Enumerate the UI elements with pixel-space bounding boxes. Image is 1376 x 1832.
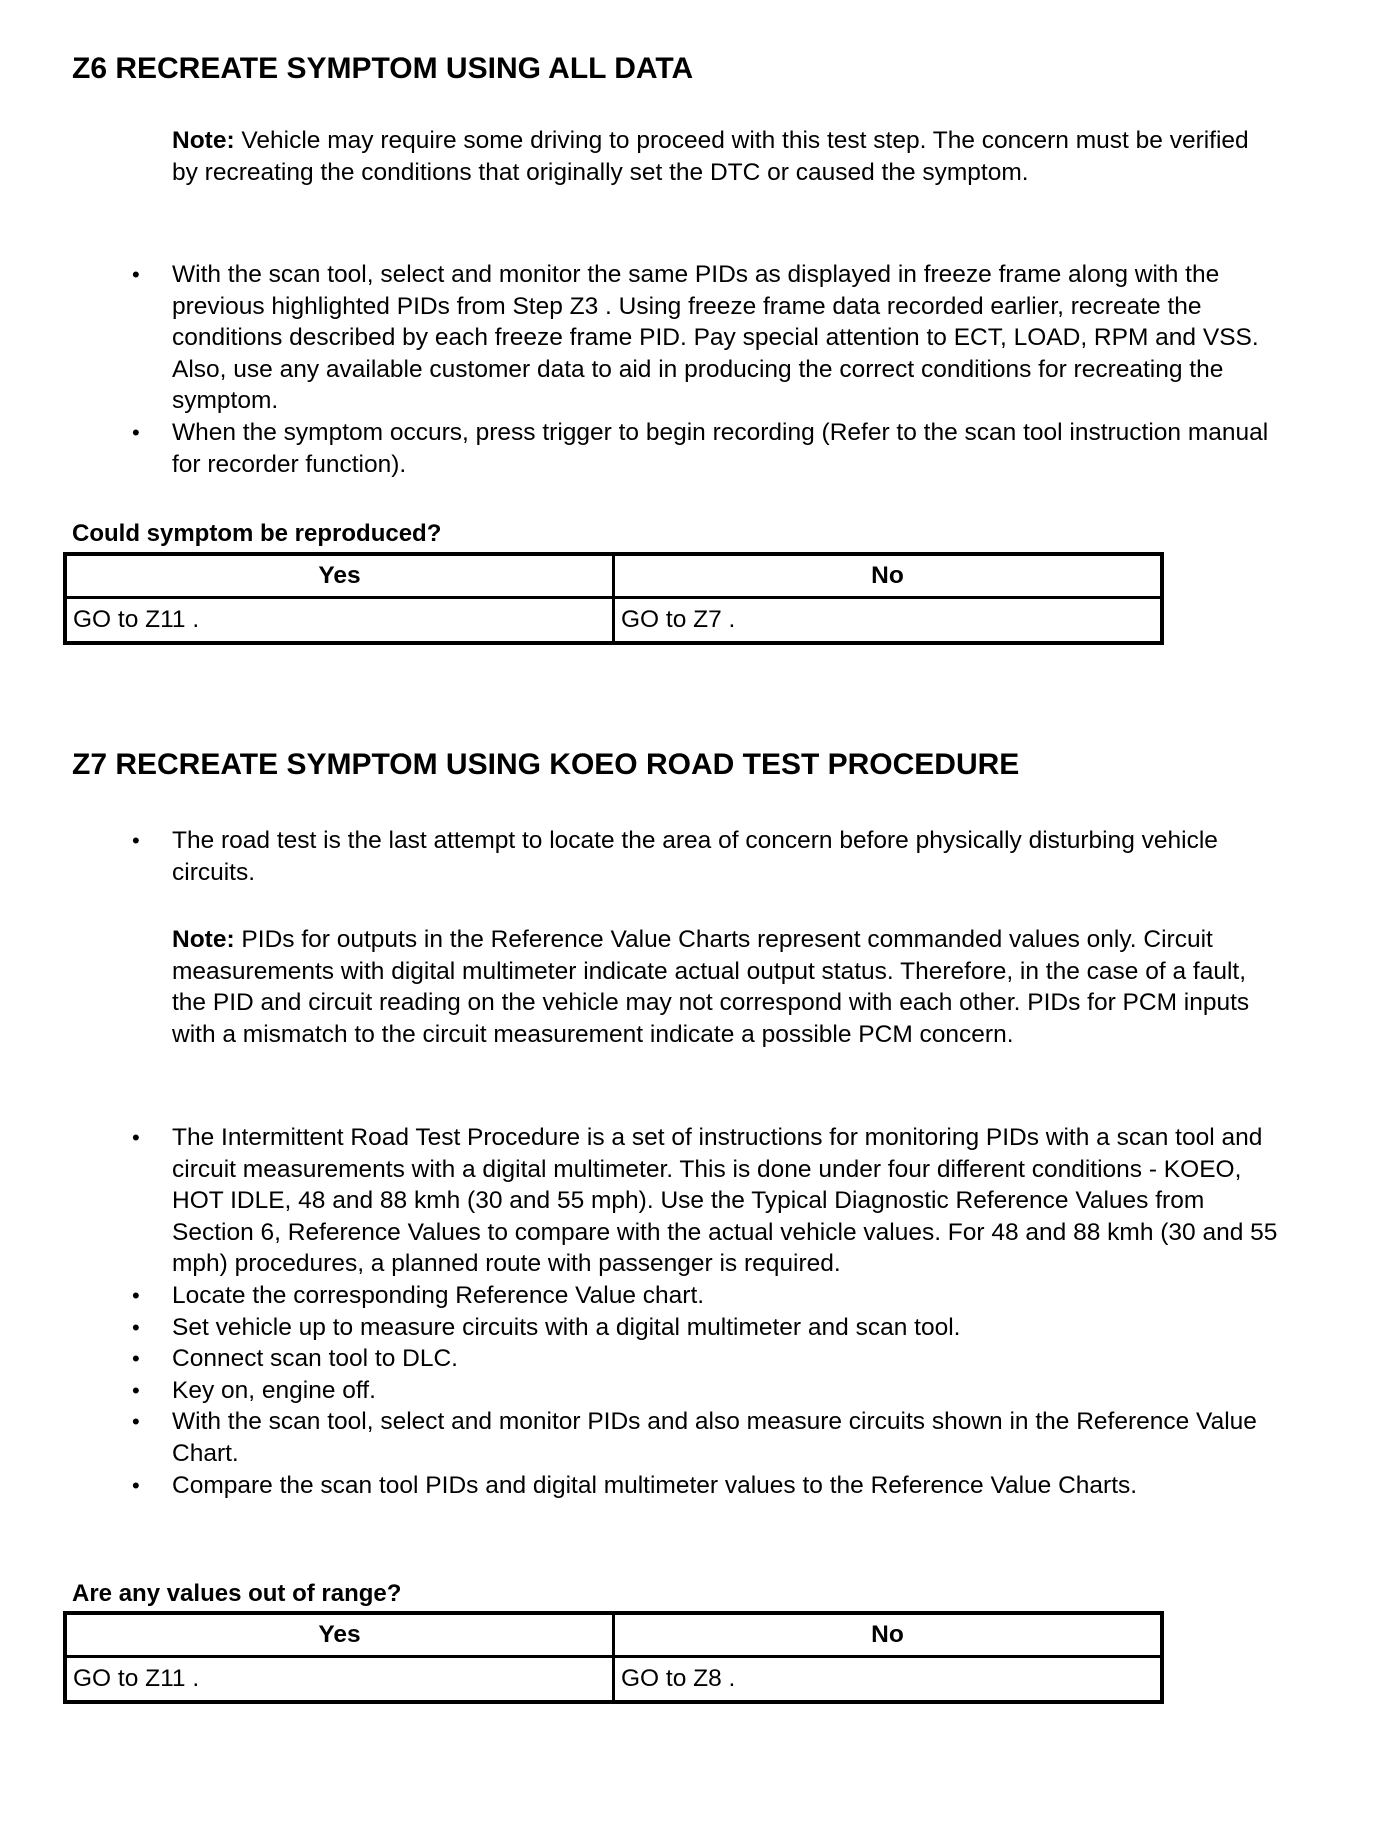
note-text: PIDs for outputs in the Reference Value Charts represent commanded values only. Circuit measurements with digital multimeter indicate actual output status. Therefore, in the case of a fault, the PID and circuit reading on the vehicle may not correspond with each other. PIDs for PCM inputs with a mismatch to the circuit measurement indicate a possible PCM concern. <box>172 926 1250 1048</box>
yes-header: Yes <box>65 554 614 598</box>
list-item: • With the scan tool, select and monitor PIDs and also measure circuits shown in the Reference Value Chart. <box>132 1406 1292 1469</box>
yes-action: GO to Z11 . <box>65 598 614 644</box>
yes-header: Yes <box>65 1613 614 1657</box>
z7-intro-list <box>132 825 1292 888</box>
z6-bullet-list <box>132 259 1292 480</box>
note-label: Note: <box>172 127 235 154</box>
z6-decision-table <box>63 552 1164 645</box>
z7-bullet-list <box>132 1122 1292 1501</box>
z7-decision-table <box>63 1611 1164 1704</box>
list-item: • Locate the corresponding Reference Value chart. <box>132 1280 1292 1312</box>
z6-heading: Z6 RECREATE SYMPTOM USING ALL DATA <box>72 52 694 85</box>
z7-note <box>172 924 1272 1050</box>
list-item: • Key on, engine off. <box>132 1375 1292 1407</box>
no-header: No <box>614 1613 1163 1657</box>
z6-note <box>172 125 1272 188</box>
list-item: • With the scan tool, select and monitor the same PIDs as displayed in freeze frame along with the previous highlighted PIDs from Step Z3 . Using freeze frame data recorded earlier, recreate the conditions described by each freeze frame PID. Pay special attention to ECT, LOAD, RPM and VSS. Also, use any available customer data to aid in producing the correct conditions for recreating the symptom. <box>132 259 1292 417</box>
z6-question: Could symptom be reproduced? <box>72 520 442 547</box>
list-item: • Compare the scan tool PIDs and digital multimeter values to the Reference Value Charts. <box>132 1470 1292 1502</box>
list-item: • When the symptom occurs, press trigger to begin recording (Refer to the scan tool instruction manual for recorder function). <box>132 417 1292 480</box>
no-header: No <box>614 554 1163 598</box>
yes-action: GO to Z11 . <box>65 1657 614 1703</box>
z7-question: Are any values out of range? <box>72 1580 402 1607</box>
list-item: • Set vehicle up to measure circuits with a digital multimeter and scan tool. <box>132 1312 1292 1344</box>
no-action: GO to Z8 . <box>614 1657 1163 1703</box>
no-action: GO to Z7 . <box>614 598 1163 644</box>
note-label: Note: <box>172 926 235 953</box>
note-text: Vehicle may require some driving to proceed with this test step. The concern must be verified by recreating the conditions that originally set the DTC or caused the symptom. <box>172 127 1249 186</box>
list-item: • Connect scan tool to DLC. <box>132 1343 1292 1375</box>
z7-heading: Z7 RECREATE SYMPTOM USING KOEO ROAD TEST PROCEDURE <box>72 748 1020 781</box>
list-item: • The road test is the last attempt to locate the area of concern before physically disturbing vehicle circuits. <box>132 825 1292 888</box>
list-item: • The Intermittent Road Test Procedure is a set of instructions for monitoring PIDs with a scan tool and circuit measurements with a digital multimeter. This is done under four different conditions - KOEO, HOT IDLE, 48 and 88 kmh (30 and 55 mph). Use the Typical Diagnostic Reference Values from Section 6, Reference Values to compare with the actual vehicle values. For 48 and 88 kmh (30 and 55 mph) procedures, a planned route with passenger is required. <box>132 1122 1292 1280</box>
